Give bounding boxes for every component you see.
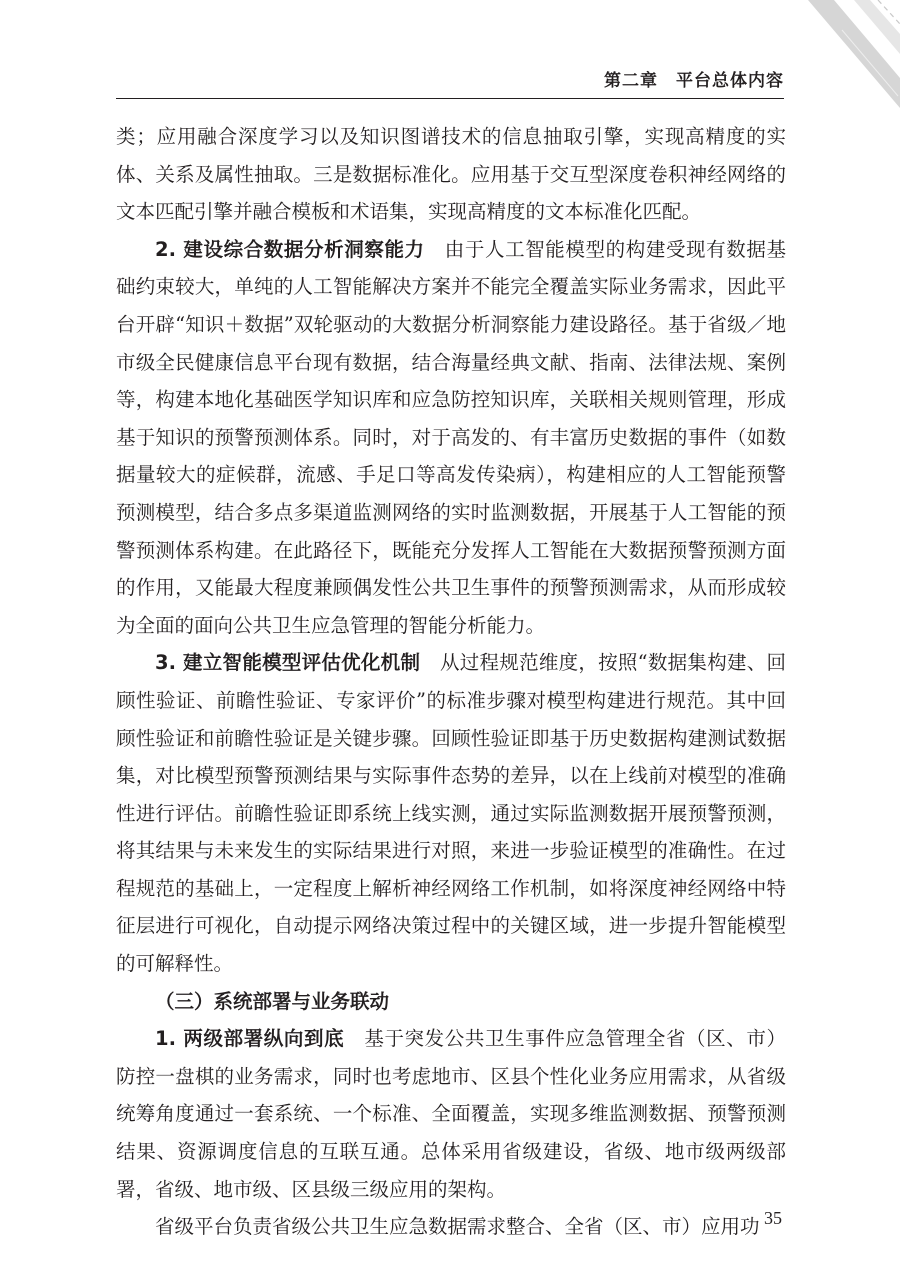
paragraph-provincial-platform [116,1208,786,1246]
paragraph-heading: 2. 建设综合数据分析洞察能力 [155,237,425,261]
paragraph-heading: 1. 两级部署纵向到底 [155,1027,345,1051]
paragraph-text: 由于人工智能模型的构建受现有数据基础约束较大，单纯的人工智能解决方案并不能完全覆盖实际业务需求，因此平台开辟“知识＋数据”双轮驱动的大数据分析洞察能力建设路径。基于省级／地市级全民健康信息平台现有数据，结合海量经典文献、指南、法律法规、案例等，构建本地化基础医学知识库和应急防控知识库，关联相关规则管理，形成基于知识的预警预测体系。同时，对于高发的、有丰富历史数据的事件（如数据量较大的症候群，流感、手足口等高发传染病），构建相应的人工智能预警预测模型，结合多点多渠道监测网络的实时监测数据，开展基于人工智能的预警预测体系构建。在此路径下，既能充分发挥人工智能在大数据预警预测方面的作用，又能最大程度兼顾偶发性公共卫生事件的预警预测需求，从而形成较为全面的面向公共卫生应急管理的智能分析能力。 [116,237,786,637]
paragraph-text: 省级平台负责省级公共卫生应急数据需求整合、全省（区、市）应用功 [155,1215,760,1239]
paragraph-model-evaluation [116,644,786,982]
running-header [116,62,784,99]
paragraph-deployment [116,1020,786,1208]
paragraph-heading: 3. 建立智能模型评估优化机制 [155,651,421,675]
corner-stripes-decoration [770,0,900,160]
paragraph-text: 基于突发公共卫生事件应急管理全省（区、市）防控一盘棋的业务需求，同时也考虑地市、区县个性化业务应用需求，从省级统筹角度通过一套系统、一个标准、全面覆盖，实现多维监测数据、预警预测结果、资源调度信息的互联互通。总体采用省级建设，省级、地市级两级部署，省级、地市级、区县级三级应用的架构。 [116,1027,786,1201]
paragraph-text: 从过程规范维度，按照“数据集构建、回顾性验证、前瞻性验证、专家评价”的标准步骤对模型构建进行规范。其中回顾性验证和前瞻性验证是关键步骤。回顾性验证即基于历史数据构建测试数据集，对比模型预警预测结果与实际事件态势的差异，以在上线前对模型的准确性进行评估。前瞻性验证即系统上线实测，通过实际监测数据开展预警预测，将其结果与未来发生的实际结果进行对照，来进一步验证模型的准确性。在过程规范的基础上，一定程度上解析神经网络工作机制，如将深度神经网络中特征层进行可视化，自动提示网络决策过程中的关键区域，进一步提升智能模型的可解释性。 [116,651,786,976]
paragraph-data-analysis [116,231,786,645]
page-number: 35 [764,1208,782,1228]
paragraph-text: 类；应用融合深度学习以及知识图谱技术的信息抽取引擎，实现高精度的实体、关系及属性抽取。三是数据标准化。应用基于交互型深度卷积神经网络的文本匹配引擎并融合模板和术语集，实现高精度的文本标准化匹配。 [116,125,786,224]
chapter-title: 第二章 平台总体内容 [604,71,784,91]
section-title: （三）系统部署与业务联动 [155,989,390,1013]
paragraph-continuation [116,118,786,231]
document-body [116,118,786,1246]
